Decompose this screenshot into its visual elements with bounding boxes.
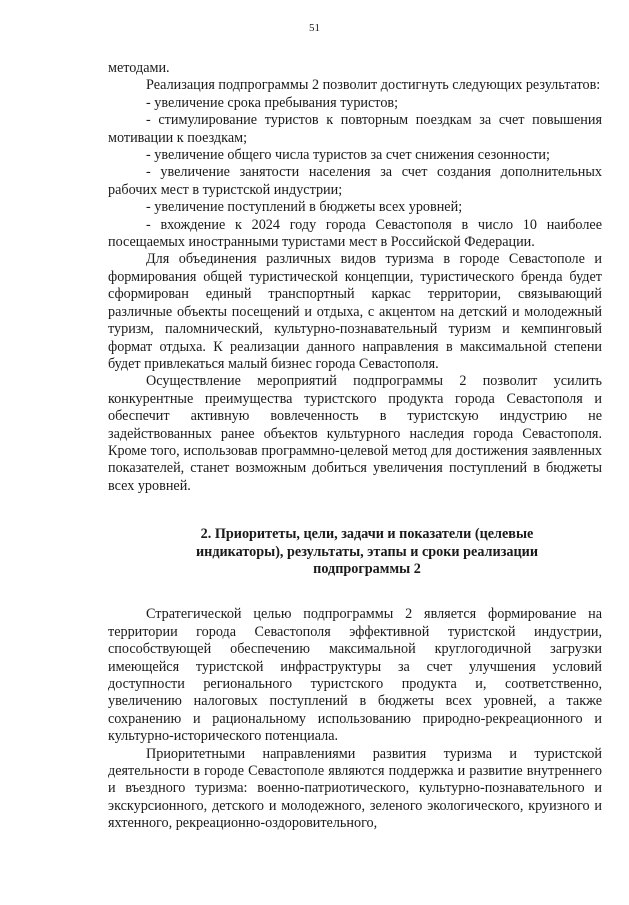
- page-number: 51: [309, 22, 320, 34]
- list-item: - увеличение общего числа туристов за счет снижения сезонности;: [146, 147, 550, 164]
- heading-line: подпрограммы 2: [313, 560, 421, 577]
- heading-line: индикаторы), результаты, этапы и сроки реализации: [195, 543, 539, 560]
- section-heading: [108, 526, 602, 578]
- paragraph: Осуществление мероприятий подпрограммы 2 позволит усилить конкурентные преимущества туристского продукта города Севастополя и обеспечит активную вовлеченность в туристскую индустрию не задействованных ранее объектов культурного наследия города Севастополя. Кроме того, использовав программно-целевой метод для достижения заявленных показателей, станет возможным добиться увеличения поступлений в бюджеты всех уровней.: [108, 373, 602, 494]
- text-block-bottom: [108, 606, 602, 832]
- paragraph: методами.: [108, 60, 170, 76]
- document-body: [108, 60, 602, 833]
- list-item: - увеличение срока пребывания туристов;: [146, 94, 399, 111]
- paragraph: Реализация подпрограммы 2 позволит достигнуть следующих результатов:: [146, 77, 601, 94]
- text-block-top: [108, 60, 602, 495]
- list-item: - стимулирование туристов к повторным поездкам за счет повышения мотивации к поездкам;: [108, 112, 602, 146]
- list-item: - увеличение поступлений в бюджеты всех уровней;: [146, 199, 463, 216]
- paragraph: Приоритетными направлениями развития туризма и туристской деятельности в городе Севастополе являются поддержка и развитие внутреннего и въездного туризма: военно-патриотического, культурно-познавательного и экскурсионного, детского и молодежного, зеленого экологического, круизного и яхтенного, рекреационно-оздоровительного,: [108, 745, 602, 832]
- heading-line: 2. Приоритеты, цели, задачи и показатели (целевые: [200, 526, 534, 543]
- paragraph: Для объединения различных видов туризма в городе Севастополе и формирования общей туристической концепции, туристического бренда будет сформирован единый транспортный каркас территории, связывающий различные объекты посещений и отдыха, с акцентом на детский и молодежный туризм, паломнический, культурно-познавательный туризм и кемпинговый формат отдыха. К реализации данного направления в максимальной степени будет привлекаться малый бизнес города Севастополя.: [108, 251, 602, 372]
- paragraph: Стратегической целью подпрограммы 2 является формирование на территории города Севастополя эффективной туристской индустрии, способствующей обеспечению максимальной круглогодичной загрузки имеющейся туристской инфраструктуры за счет улучшения условий доступности регионального туристского продукта и, соответственно, увеличению налоговых поступлений в бюджеты всех уровней, а также сохранению и рациональному использованию природно-рекреационного и культурно-исторического потенциала.: [108, 606, 602, 745]
- list-item: - вхождение к 2024 году города Севастополя в число 10 наиболее посещаемых иностранными туристами мест в Российской Федерации.: [108, 216, 602, 251]
- list-item: - увеличение занятости населения за счет создания дополнительных рабочих мест в туристской индустрии;: [108, 164, 602, 198]
